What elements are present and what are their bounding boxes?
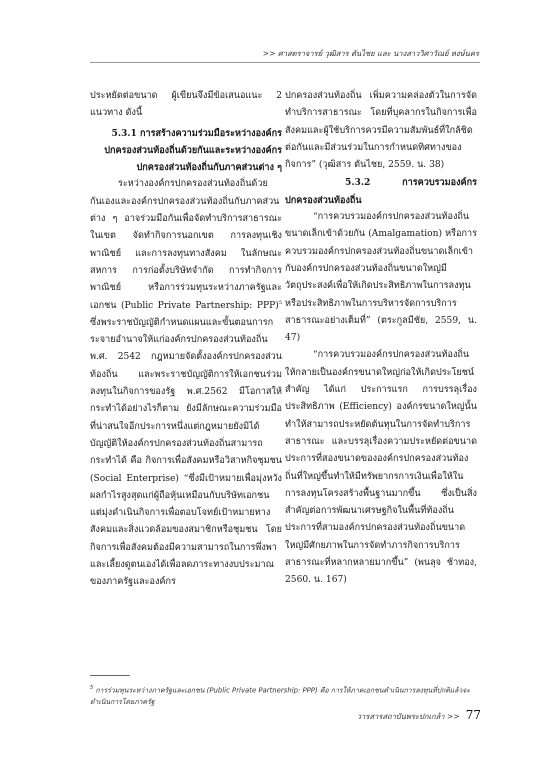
paragraph-intro: ประหยัดต่อขนาด ผู้เขียนจึงมีข้อเสนอแนะ 2 แนวทาง ดังนี้: [90, 91, 282, 119]
right-column: [285, 88, 477, 590]
paragraph-cooperation: [90, 176, 282, 591]
paragraph-continuation: ปกครองส่วนท้องถิ่น เพิ่มความคล่องตัวในการจัดทำบริการสาธารณะ โดยที่บุคลากรในกิจการเพื่อสังคมและผู้ใช้บริการควรมีความสัมพันธ์ที่ใกล้ชิดต่อกันและมีส่วนร่วมในการกำหนดทิศทางของกิจการ” (วุฒิสาร ตันไชย, 2559. น. 38): [285, 91, 477, 171]
footnote: [90, 682, 480, 708]
footnote-reference[interactable]: 5: [278, 299, 282, 306]
left-column: [90, 88, 282, 592]
section-title: การควบรวมองค์กรปกครองส่วนท้องถิ่น: [285, 177, 477, 206]
header-divider: [90, 62, 480, 63]
running-header: >> ศาสตราจารย์ วุฒิสาร ตันไชย และ นางสาววิศาวัณย์ หงษ์นคร: [262, 49, 479, 58]
journal-name: วารสารสถาบันพระปกเกล้า >>: [356, 712, 460, 721]
paragraph-cooperation-part2: ซึ่งพระราชบัญญัติกำหนดแผนและขั้นตอนการกระจายอำนาจให้แก่องค์กรปกครองส่วนท้องถิ่น พ.ศ. 2542 กฎหมายจัดตั้งองค์กรปกครองส่วนท้องถิ่น และพระราชบัญญัติการให้เอกชนร่วมลงทุนในกิจการของรัฐ พ.ศ.2562 มีโอกาสให้กระทำได้อย่างไรก็ตาม ยังมีลักษณะความร่วมมือที่น่าสนใจอีกประการหนึ่งแต่กฎหมายยังมิได้บัญญัติให้องค์กรปกครองส่วนท้องถิ่นสามารถกระทำได้ คือ กิจการเพื่อสังคมหรือวิสาหกิจชุมชน (Social Enterprise) “ซึ่งมีเป้าหมายเพื่อมุ่งหวังผลกำไรสูงสุดแก่ผู้ถือหุ้นเหมือนกับบริษัทเอกชน แต่มุ่งดำเนินกิจการเพื่อตอบโจทย์เป้าหมายทางสังคมและสิ่งแวดล้อมของสมาชิกหรือชุมชน โดยกิจการเพื่อสังคมต้องมีความสามารถในการพึ่งพาและเลี้ยงดูตนเองได้เพื่อลดภาระทางงบประมาณของภาครัฐและองค์กร: [90, 317, 282, 588]
footnote-mark: 5: [90, 685, 94, 691]
footnote-divider: [90, 675, 130, 676]
section-heading-5-3-1: 5.3.1 การสร้างความร่วมมือระหว่างองค์กรปกครองส่วนท้องถิ่นด้วยกันและระหว่างองค์กรปกครองส่วนท้องถิ่นกับภาคส่วนต่าง ๆ: [104, 127, 282, 174]
paragraph-benefits: “การควบรวมองค์กรปกครองส่วนท้องถิ่นให้กลายเป็นองค์กรขนาดใหญ่ก่อให้เกิดประโยชน์สำคัญ ได้แก่ ประการแรก การบรรลุเรื่องประสิทธิภาพ (Efficiency) องค์กรขนาดใหญ่นั้นทำให้สามารถประหยัดต้นทุนในการจัดทำบริการสาธารณะ และบรรลุเรื่องความประหยัดต่อขนาด ประการที่สองขนาดขององค์กรปกครองส่วนท้องถิ่นที่ใหญ่ขึ้นทำให้มีทรัพยากรการเงินเพื่อให้ในการลงทุนโครงสร้างพื้นฐานมากขึ้น ซึ่งเป็นสิ่งสำคัญต่อการพัฒนาเศรษฐกิจในพื้นที่ท้องถิ่น ประการที่สามองค์กรปกครองส่วนท้องถิ่นขนาดใหญ่มีศักยภาพในการจัดทำภารกิจการบริการสาธารณะที่หลากหลายมากขึ้น” (พนลุจ ช้าทอง, 2560. น. 167): [285, 350, 477, 586]
paragraph-amalgamation: “การควบรวมองค์กรปกครองส่วนท้องถิ่นขนาดเล็กเข้าด้วยกัน (Amalgamation) หรือการควบรวมองค์กรปกครองส่วนท้องถิ่นขนาดเล็กเข้ากับองค์กรปกครองส่วนท้องถิ่นขนาดใหญ่มีวัตถุประสงค์เพื่อให้เกิดประสิทธิภาพในการลงทุน หรือประสิทธิภาพในการบริหารจัดการบริการสาธารณะอย่างเต็มที่” (ตระกูลมีชัย, 2559, น. 47): [285, 212, 477, 344]
running-footer: [357, 708, 481, 723]
paragraph-cooperation-part1: ระหว่างองค์กรปกครองส่วนท้องถิ่นด้วยกันเองและองค์กรปกครองส่วนท้องถิ่นกับภาคส่วนต่าง ๆ อาจร่วมมือกันเพื่อจัดทำบริการสาธารณะในเขต จัดทำกิจการนอกเขต การลงทุนเชิงพาณิชย์ และการลงทุนทางสังคม ในลักษณะสหการ การก่อตั้งบริษัทจำกัด การทำกิจการพาณิชย์ หรือการร่วมทุนระหว่างภาครัฐและเอกชน (Public Private Partnership: PPP): [90, 179, 282, 311]
footnote-text: การร่วมทุนระหว่างภาครัฐและเอกชน (Public Private Partnership: PPP) คือ การให้ภาคเอกชนดำเนินการลงทุนที่ปกติแล้วจะดำเนินการโดยภาครัฐ: [90, 686, 471, 707]
section-heading-5-3-2: [285, 174, 477, 209]
page-number: 77: [465, 708, 481, 722]
section-number: 5.3.2: [345, 177, 371, 189]
